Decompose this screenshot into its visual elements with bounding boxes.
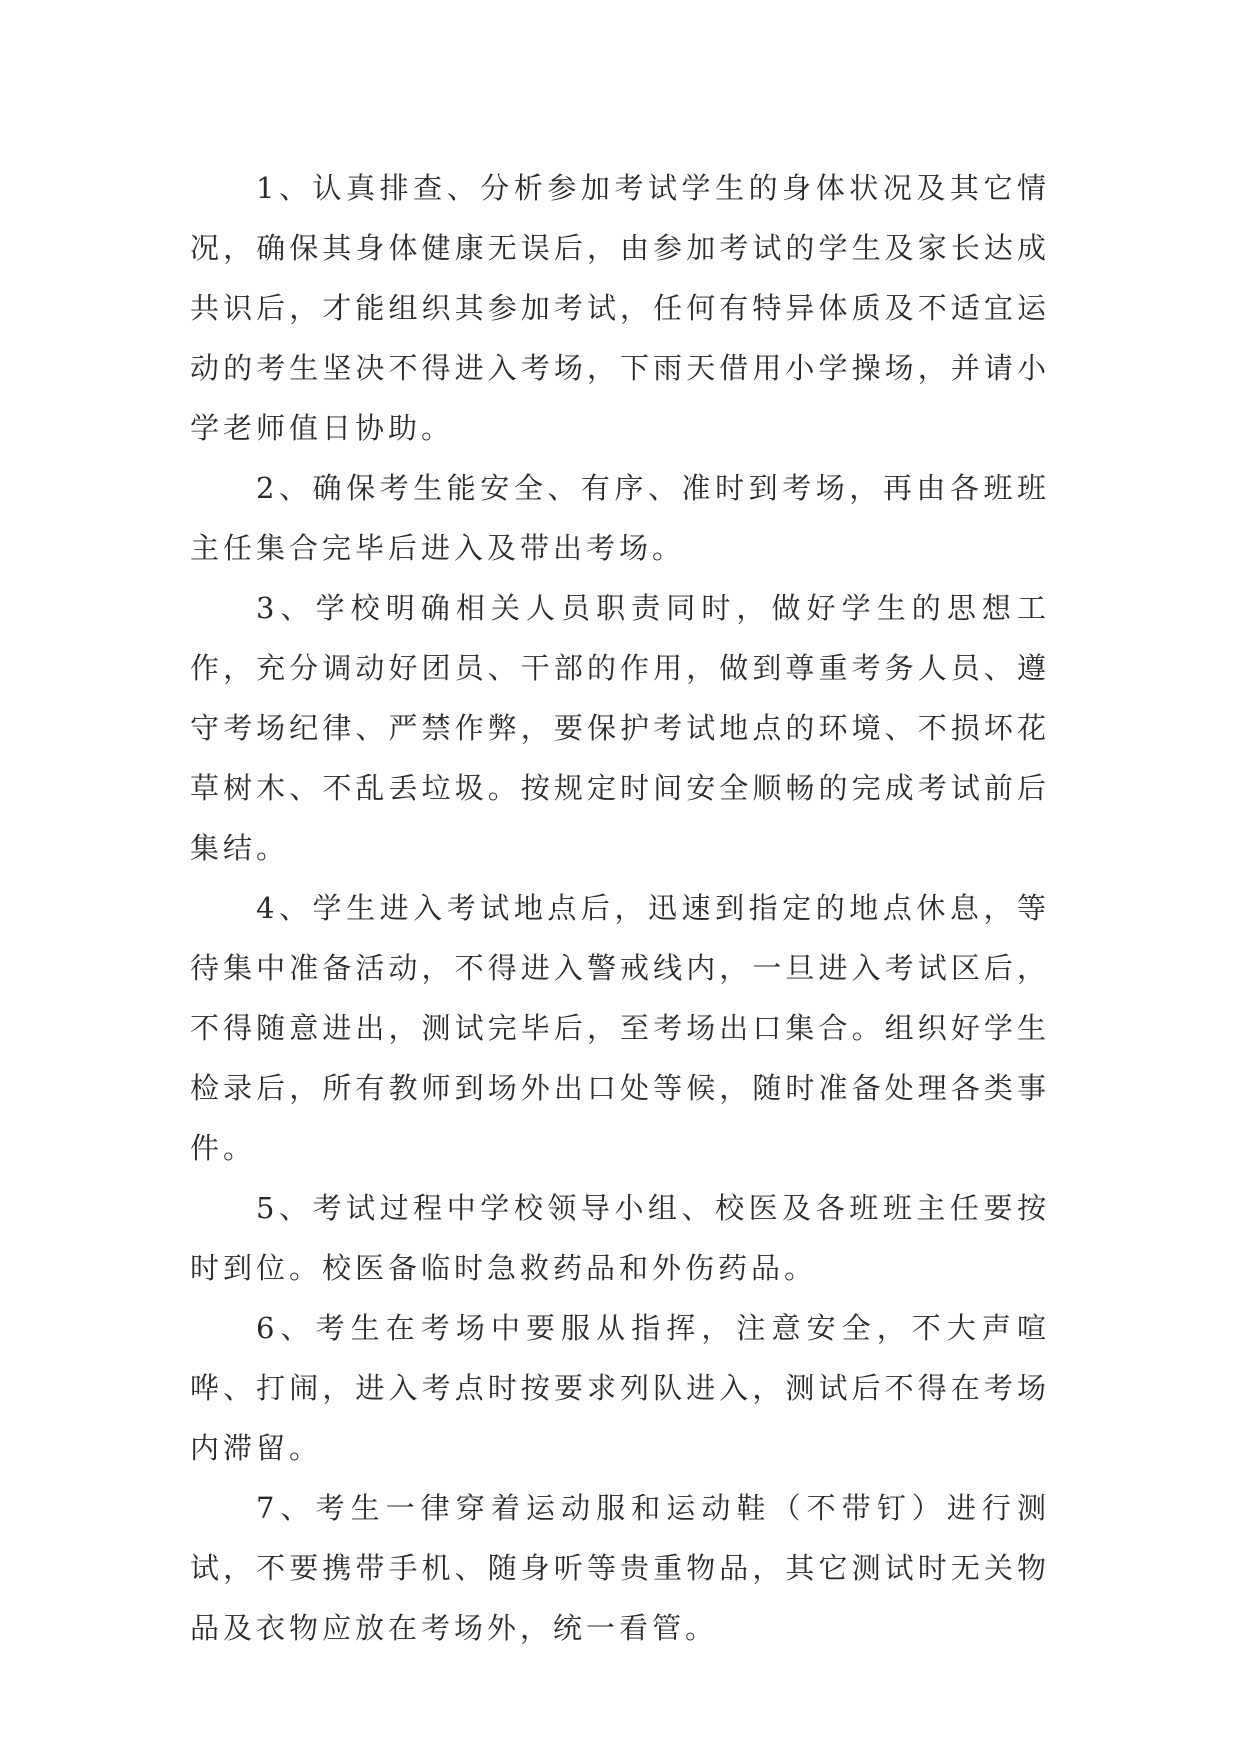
paragraph-5: 5、考试过程中学校领导小组、校医及各班班主任要按时到位。校医备临时急救药品和外伤药品。: [190, 1191, 1050, 1285]
paragraph-1: 1、认真排查、分析参加考试学生的身体状况及其它情况，确保其身体健康无误后，由参加考试的学生及家长达成共识后，才能组织其参加考试，任何有特异体质及不适宜运动的考生坚决不得进入考场，下雨天借用小学操场，并请小学老师值日协助。: [190, 171, 1050, 445]
document-body: [190, 158, 1050, 1658]
paragraph-6: 6、考生在考场中要服从指挥，注意安全，不大声喧哗、打闹，进入考点时按要求列队进入，测试后不得在考场内滞留。: [190, 1311, 1050, 1465]
paragraph-2: 2、确保考生能安全、有序、准时到考场，再由各班班主任集合完毕后进入及带出考场。: [190, 471, 1050, 565]
paragraph-3: 3、学校明确相关人员职责同时，做好学生的思想工作，充分调动好团员、干部的作用，做到尊重考务人员、遵守考场纪律、严禁作弊，要保护考试地点的环境、不损坏花草树木、不乱丢垃圾。按规定时间安全顺畅的完成考试前后集结。: [190, 591, 1050, 865]
paragraph-4: 4、学生进入考试地点后，迅速到指定的地点休息，等待集中准备活动，不得进入警戒线内，一旦进入考试区后，不得随意进出，测试完毕后，至考场出口集合。组织好学生检录后，所有教师到场外出口处等候，随时准备处理各类事件。: [190, 891, 1050, 1165]
paragraph-7: 7、考生一律穿着运动服和运动鞋（不带钉）进行测试，不要携带手机、随身听等贵重物品，其它测试时无关物品及衣物应放在考场外，统一看管。: [190, 1491, 1050, 1645]
